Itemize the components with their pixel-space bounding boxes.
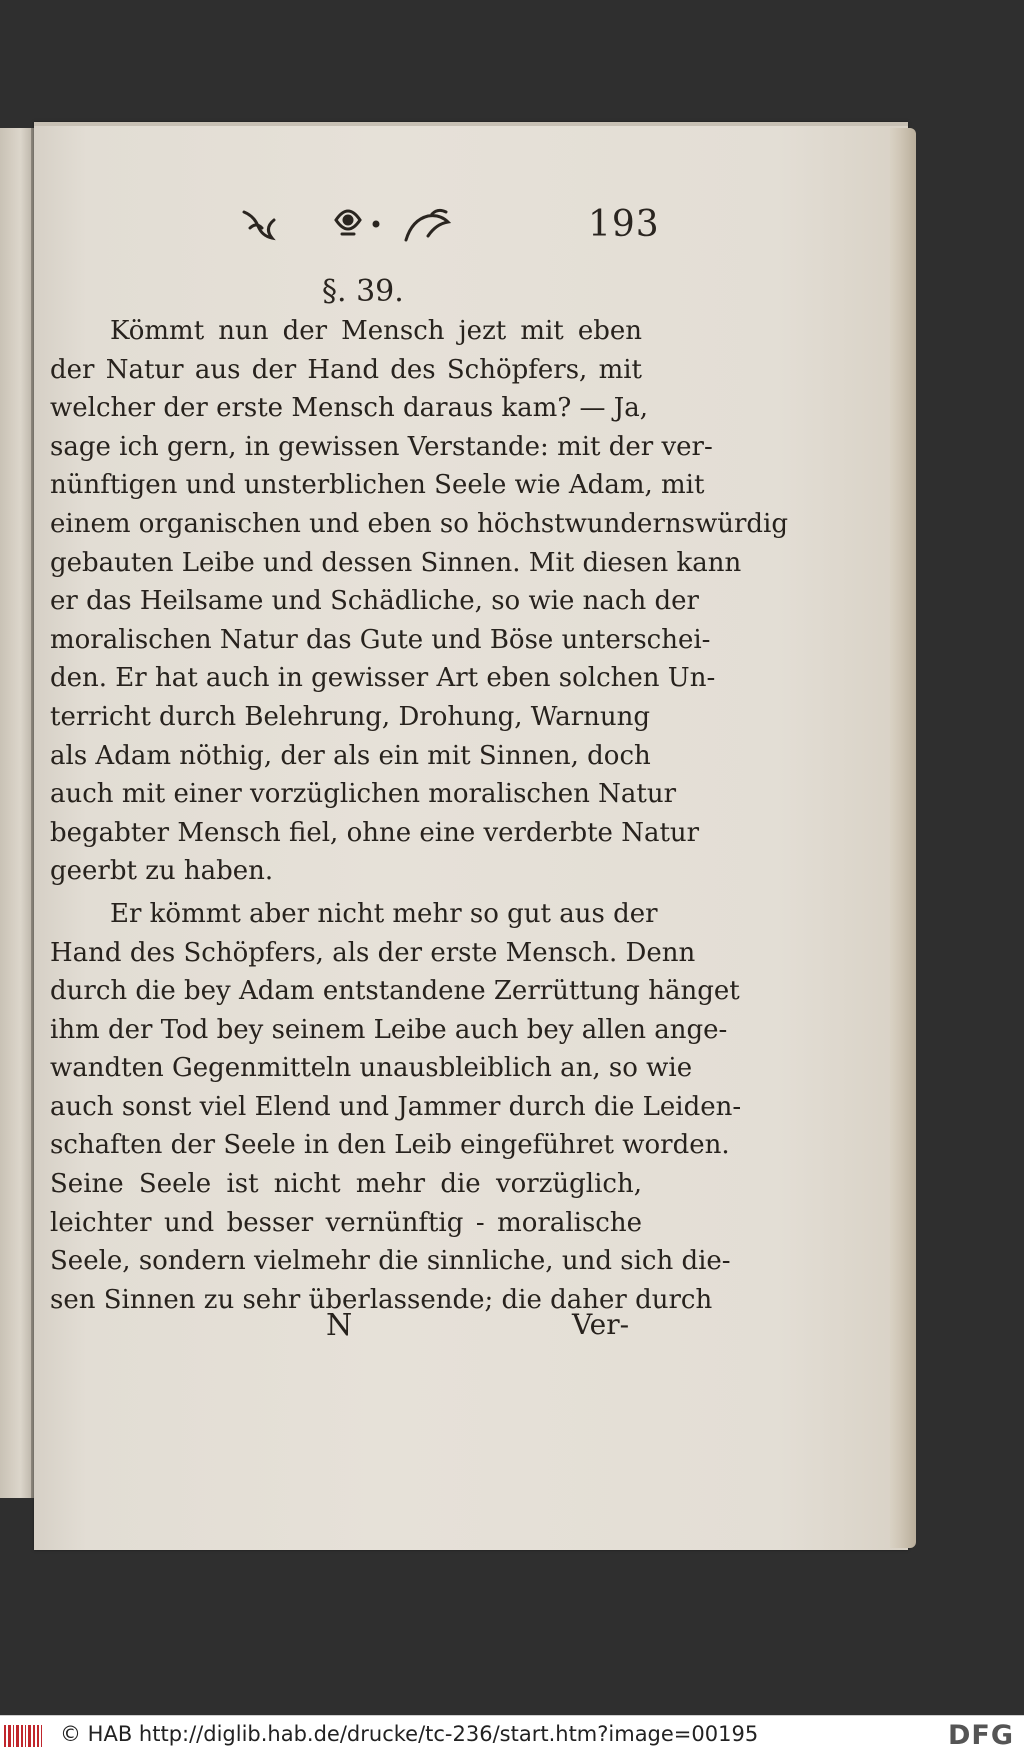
barcode-icon (4, 1725, 48, 1747)
page-top-edge (34, 122, 908, 126)
page-text (50, 312, 788, 1319)
text-line: den. Er hat auch in gewisser Art eben solchen Un- (50, 663, 716, 694)
catchword: Ver- (572, 1308, 630, 1341)
text-line: sen Sinnen zu sehr überlassende; die daher durch (50, 1284, 713, 1315)
page-number: 193 (588, 204, 660, 245)
text-line: gebauten Leibe und dessen Sinnen. Mit diesen kann (50, 547, 742, 578)
text-line: wandten Gegenmitteln unausbleiblich an, so wie (50, 1053, 693, 1084)
signature-mark: N (326, 1308, 353, 1343)
text-line: nünftigen und unsterblichen Seele wie Adam, mit (50, 470, 705, 501)
text-line: der Natur aus der Hand des Schöpfers, mit (50, 354, 642, 385)
text-line: Seine Seele ist nicht mehr die vorzüglich, (50, 1169, 642, 1200)
text-line: Seele, sondern vielmehr die sinnliche, und sich die- (50, 1246, 731, 1277)
text-line: Kömmt nun der Mensch jezt mit eben (110, 316, 642, 346)
previous-page-edge (0, 128, 34, 1498)
text-line: Er kömmt aber nicht mehr so gut aus der (110, 898, 658, 929)
footer-bar (0, 1715, 1024, 1756)
text-line: sage ich gern, in gewissen Verstande: mit der ver- (50, 431, 713, 462)
text-line: terricht durch Belehrung, Drohung, Warnung (50, 701, 651, 732)
text-line: moralischen Natur das Gute und Böse unterschei- (50, 624, 711, 655)
text-line: schaften der Seele in den Leib eingeführet worden. (50, 1130, 730, 1161)
text-line: geerbt zu haben. (50, 856, 274, 887)
text-line: leichter und besser vernünftig - moralische (50, 1207, 642, 1238)
copyright-link[interactable]: © HAB http://diglib.hab.de/drucke/tc-236/start.htm?image=00195 (60, 1722, 759, 1746)
page-right-edge (890, 128, 916, 1548)
text-line: auch mit einer vorzüglichen moralischen Natur (50, 779, 677, 810)
text-line: als Adam nöthig, der als ein mit Sinnen, doch (50, 740, 651, 771)
text-line: Hand des Schöpfers, als der erste Mensch. Denn (50, 937, 696, 968)
printer-ornament-icon (236, 200, 466, 250)
text-line: auch sonst viel Elend und Jammer durch die Leiden- (50, 1091, 742, 1122)
text-line: welcher der erste Mensch daraus kam? — Ja, (50, 393, 648, 424)
text-line: er das Heilsame und Schädliche, so wie nach der (50, 586, 699, 617)
text-line: einem organischen und eben so höchstwundernswürdig (50, 508, 788, 539)
text-line: durch die bey Adam entstandene Zerrüttung hänget (50, 976, 740, 1007)
dfg-logo: DFG (947, 1720, 1014, 1751)
section-heading: §. 39. (322, 274, 404, 309)
text-line: ihm der Tod bey seinem Leibe auch bey allen ange- (50, 1014, 728, 1045)
text-line: begabter Mensch fiel, ohne eine verderbte Natur (50, 817, 700, 848)
